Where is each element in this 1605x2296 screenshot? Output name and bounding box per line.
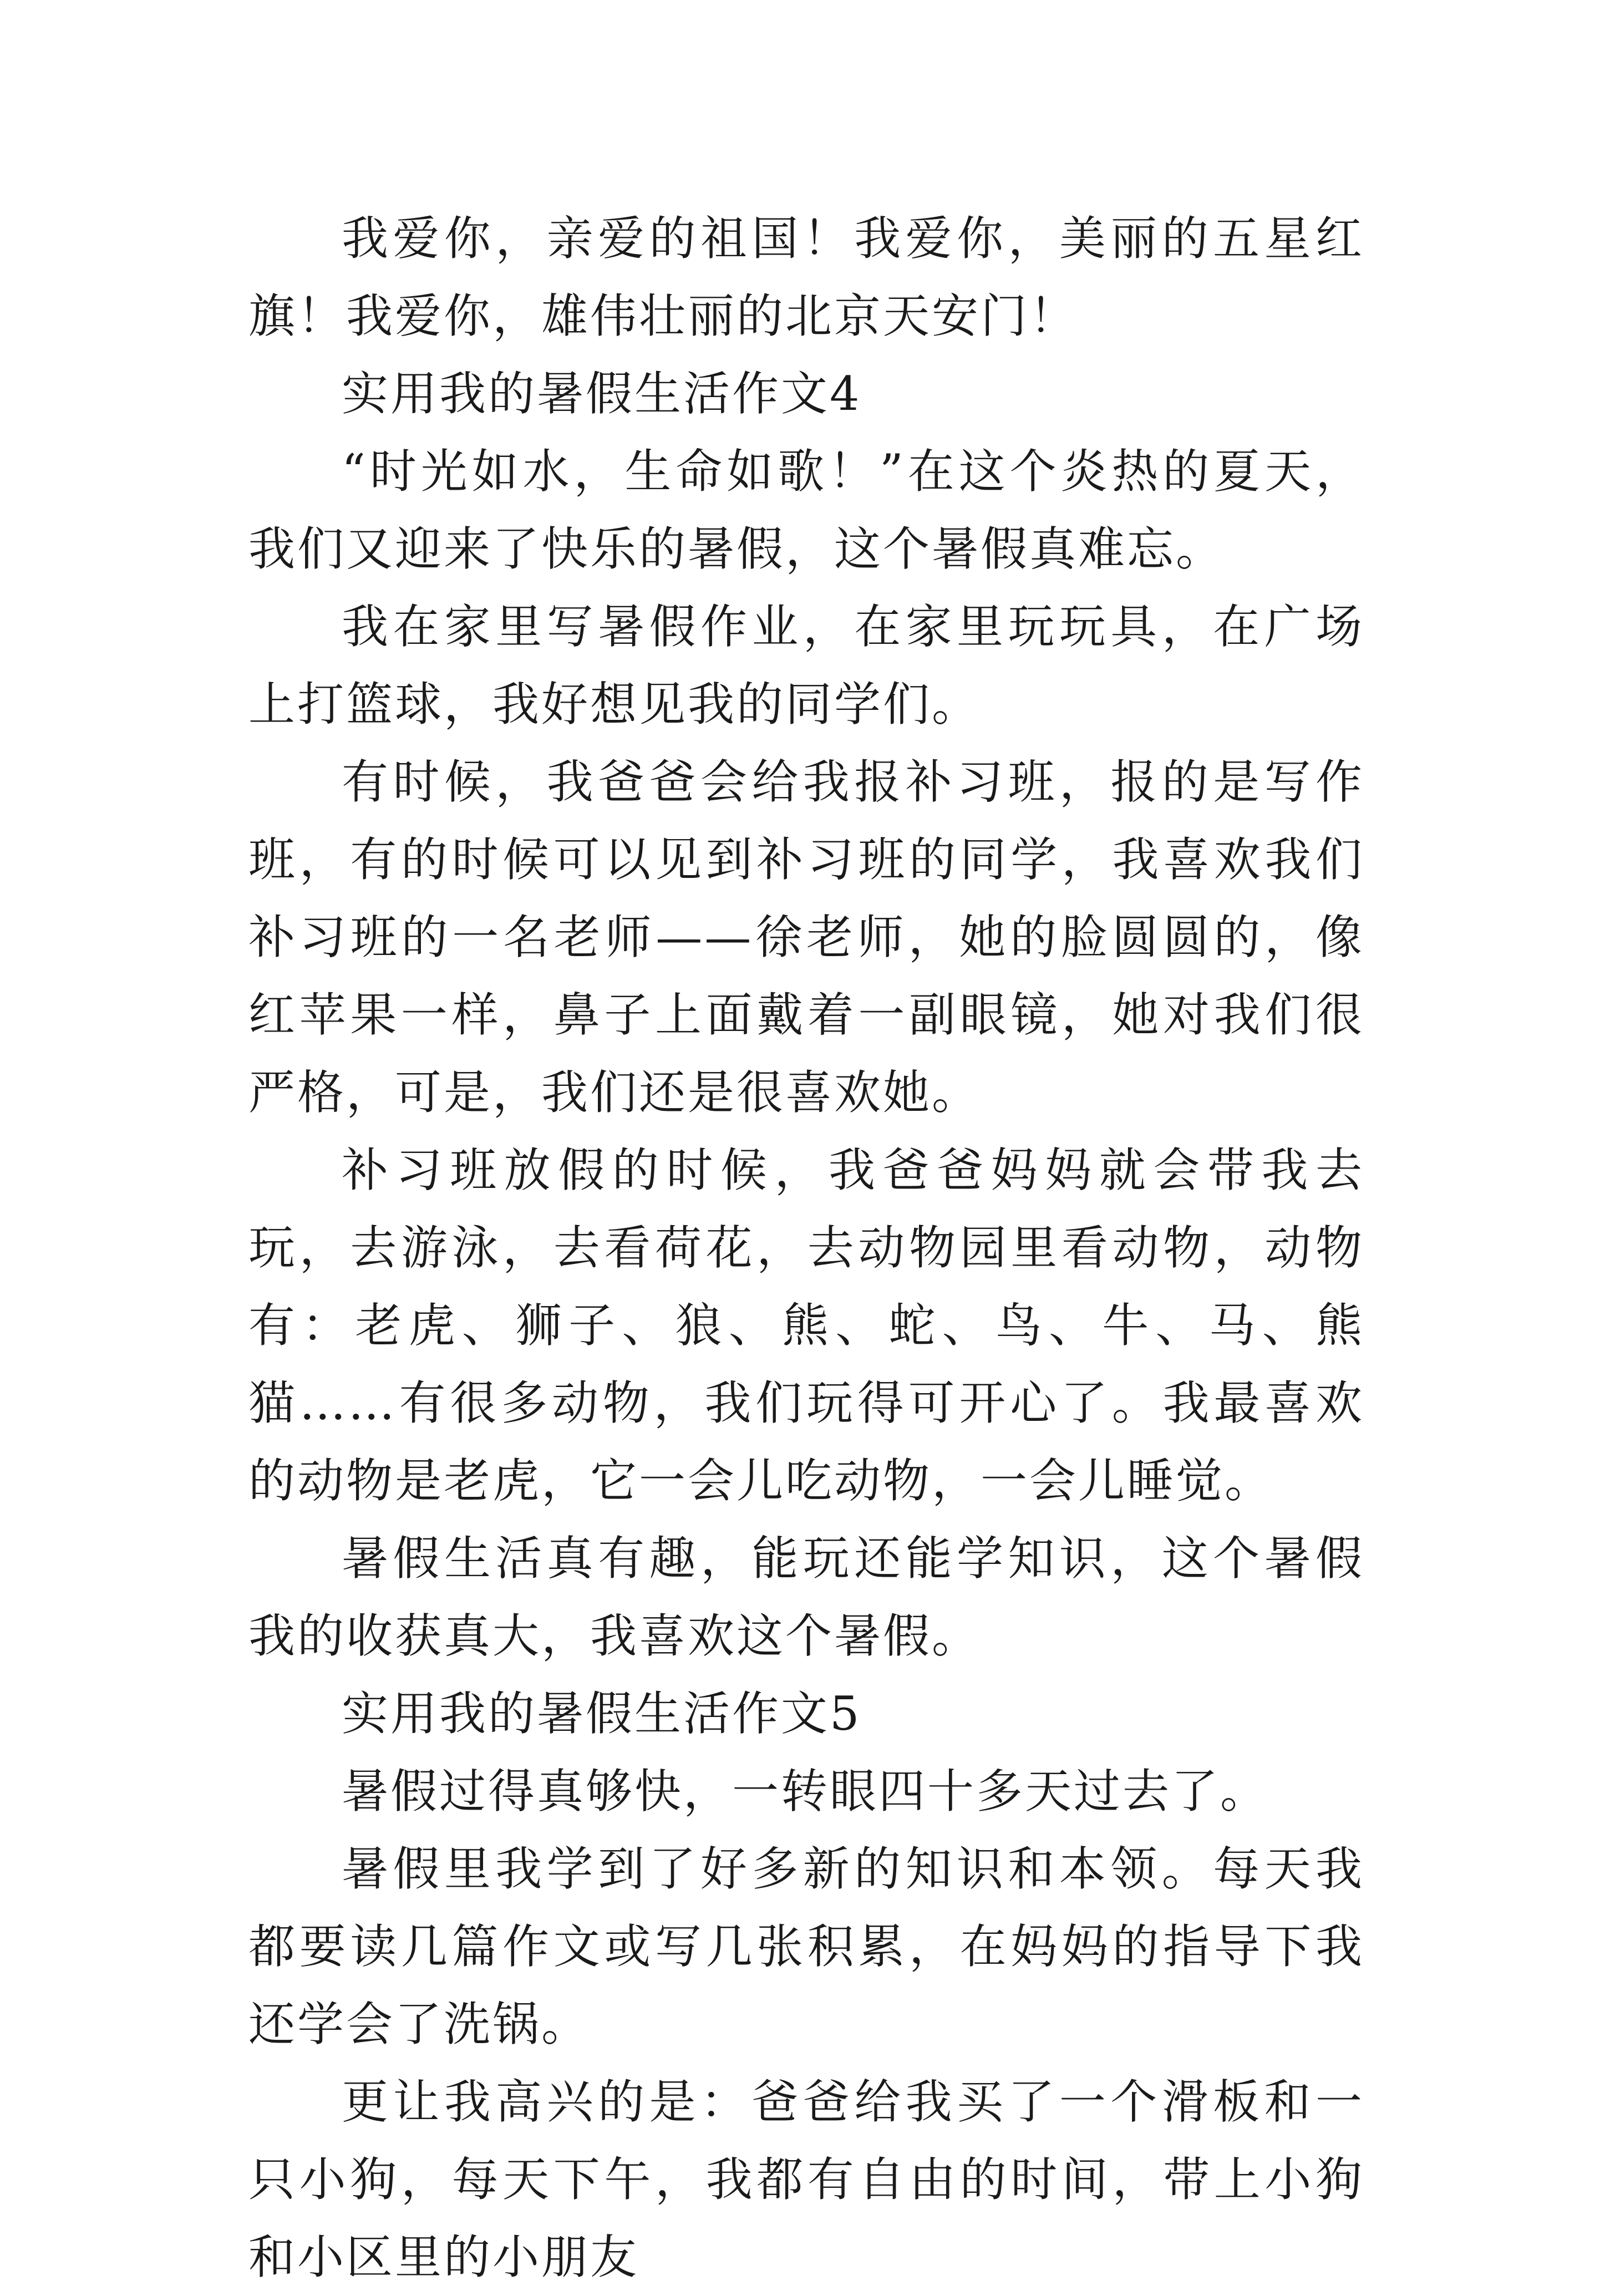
paragraph-new-skills: 暑假里我学到了好多新的知识和本领。每天我都要读几篇作文或写几张积累，在妈妈的指导下我还学会了洗锅。: [248, 1842, 1364, 2051]
paragraph-homework: 我在家里写暑假作业，在家里玩玩具，在广场上打篮球，我好想见我的同学们。: [248, 600, 1364, 732]
document-page: [248, 200, 1364, 2296]
essay-heading-5: 实用我的暑假生活作文5: [342, 1687, 862, 1741]
paragraph-love-motherland: 我爱你，亲爱的祖国！我爱你，美丽的五星红旗！我爱你，雄伟壮丽的北京天安门！: [248, 211, 1364, 343]
paragraph-zoo-visit: 补习班放假的时候，我爸爸妈妈就会带我去玩，去游泳，去看荷花，去动物园里看动物，动物有：老虎、狮子、狼、熊、蛇、鸟、牛、马、熊猫……有很多动物，我们玩得可开心了。我最喜欢的动物是老虎，它一会儿吃动物，一会儿睡觉。: [248, 1143, 1364, 1508]
paragraph-summer-fast: 暑假过得真够快，一转眼四十多天过去了。: [342, 1764, 1269, 1818]
paragraph-skateboard-dog: 更让我高兴的是：爸爸给我买了一个滑板和一只小狗，每天下午，我都有自由的时间，带上小狗和小区里的小朋友: [248, 2075, 1364, 2284]
paragraph-time-like-water: “时光如水，生命如歌！”在这个炎热的夏天，我们又迎来了快乐的暑假，这个暑假真难忘。: [248, 444, 1364, 576]
essay-heading-4: 实用我的暑假生活作文4: [342, 367, 862, 421]
paragraph-tutoring-class: 有时候，我爸爸会给我报补习班，报的是写作班，有的时候可以见到补习班的同学，我喜欢我们补习班的一名老师——徐老师，她的脸圆圆的，像红苹果一样，鼻子上面戴着一副眼镜，她对我们很严格，可是，我们还是很喜欢她。: [248, 755, 1364, 1120]
paragraph-summer-fun: 暑假生活真有趣，能玩还能学知识，这个暑假我的收获真大，我喜欢这个暑假。: [248, 1531, 1364, 1663]
